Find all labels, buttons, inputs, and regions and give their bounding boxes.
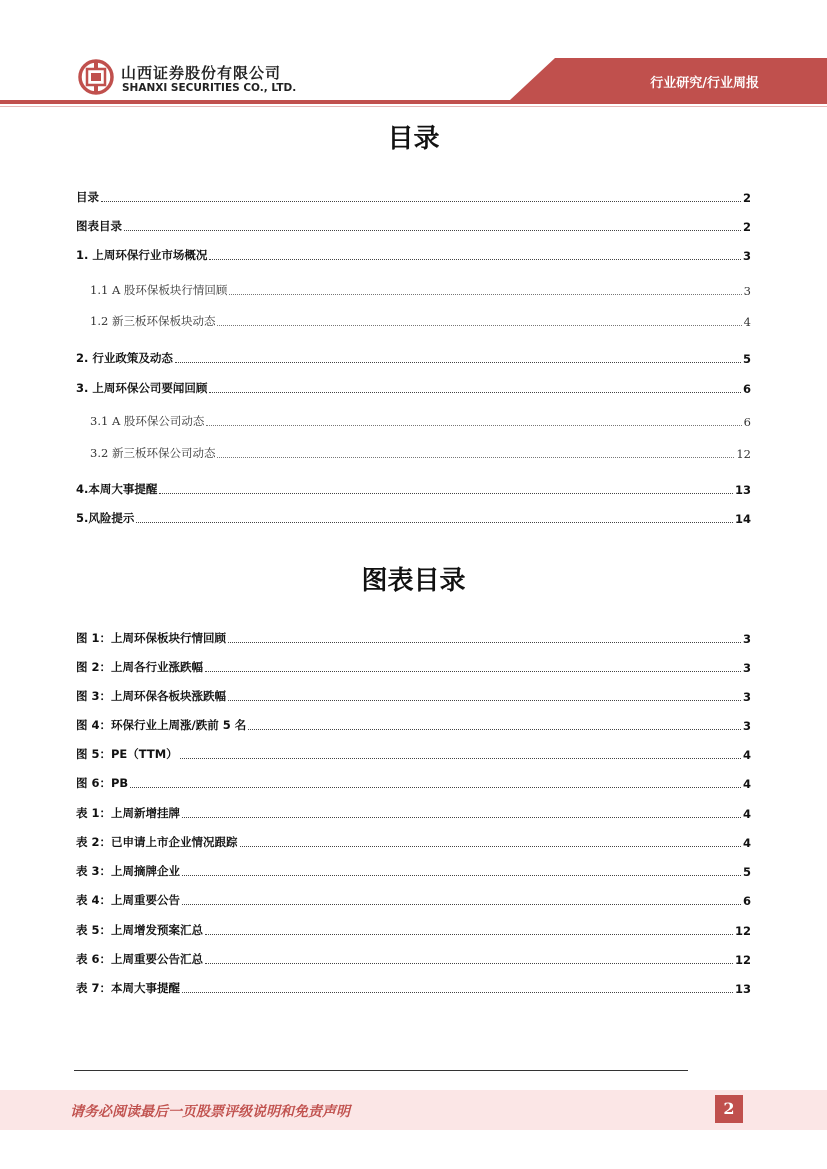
company-logo-icon: [78, 59, 114, 95]
toc-title: 目录: [387, 124, 440, 154]
toc-entry-text: 1.2 新三板环保板块动态: [90, 314, 216, 328]
footer-divider: [74, 1070, 688, 1071]
figure-entry[interactable]: [76, 688, 751, 704]
leader-dots: [159, 493, 733, 494]
toc-entry-text: 5.风险提示: [76, 511, 135, 525]
figure-entry-text: 表 5：上周增发预案汇总: [76, 923, 204, 937]
leader-dots: [205, 934, 733, 935]
figure-entry-page: 4: [742, 777, 751, 791]
toc-entry-page: 13: [734, 483, 751, 497]
figure-entry[interactable]: [76, 775, 751, 791]
leader-dots: [209, 259, 741, 260]
figure-entry-text: 图 2：上周各行业涨跌幅: [76, 660, 204, 674]
toc-entry[interactable]: [76, 380, 751, 396]
leader-dots: [182, 875, 741, 876]
figure-entry-page: 5: [742, 865, 751, 879]
toc-entry[interactable]: [76, 350, 751, 366]
figure-entry[interactable]: [76, 630, 751, 646]
figure-entry[interactable]: [76, 951, 751, 967]
toc-entry-page: 2: [742, 191, 751, 205]
toc-subentry[interactable]: [90, 413, 751, 429]
toc-entry[interactable]: [76, 189, 751, 205]
leader-dots: [180, 758, 741, 759]
toc-subentry[interactable]: [90, 282, 751, 298]
leader-dots: [248, 729, 741, 730]
leader-dots: [101, 201, 741, 202]
toc-entry-text: 3.2 新三板环保公司动态: [90, 446, 216, 460]
report-type: 行业研究/行业周报: [650, 76, 759, 91]
figure-entry[interactable]: [76, 834, 751, 850]
leader-dots: [217, 457, 734, 458]
page-number: 2: [715, 1095, 743, 1123]
figure-entry-page: 6: [742, 894, 751, 908]
toc-entry-page: 2: [742, 220, 751, 234]
figure-entry-text: 图 3：上周环保各板块涨跌幅: [76, 689, 227, 703]
toc-entry-page: 3: [743, 284, 751, 298]
figure-entry-text: 表 3：上周摘牌企业: [76, 864, 181, 878]
toc-entry-page: 12: [736, 447, 751, 461]
leader-dots: [229, 294, 741, 295]
toc-entry-text: 目录: [76, 190, 99, 204]
figure-entry-page: 4: [742, 807, 751, 821]
toc-entry-page: 6: [742, 382, 751, 396]
figure-entry-text: 表 6：上周重要公告汇总: [76, 952, 204, 966]
figure-entry-page: 3: [742, 661, 751, 675]
toc-entry-page: 4: [743, 315, 751, 329]
figure-entry[interactable]: [76, 717, 751, 733]
company-name-cn: 山西证券股份有限公司: [121, 64, 282, 82]
header-divider-thin: [0, 106, 827, 107]
toc-entry[interactable]: [76, 247, 751, 263]
figure-entry-text: 图 5：PE（TTM）: [76, 747, 178, 761]
figure-entry[interactable]: [76, 863, 751, 879]
toc-entry-text: 3.1 A 股环保公司动态: [90, 414, 205, 428]
leader-dots: [240, 846, 741, 847]
leader-dots: [136, 522, 733, 523]
toc-subentry[interactable]: [90, 313, 751, 329]
figure-entry-page: 12: [734, 924, 751, 938]
page-header: [0, 0, 827, 108]
figure-entry[interactable]: [76, 922, 751, 938]
toc-entry-page: 14: [734, 512, 751, 526]
figure-entry-page: 3: [742, 632, 751, 646]
toc-entry[interactable]: [76, 481, 751, 497]
leader-dots: [124, 230, 741, 231]
figure-entry-page: 3: [742, 719, 751, 733]
leader-dots: [228, 700, 741, 701]
leader-dots: [175, 362, 741, 363]
figure-entry-text: 表 4：上周重要公告: [76, 893, 181, 907]
toc-subentry[interactable]: [90, 445, 751, 461]
figure-entry-page: 4: [742, 836, 751, 850]
figure-entry-text: 表 7：本周大事提醒: [76, 981, 181, 995]
figure-entry-page: 12: [734, 953, 751, 967]
leader-dots: [217, 325, 741, 326]
toc-entry-text: 1. 上周环保行业市场概况: [76, 248, 208, 262]
leader-dots: [205, 671, 741, 672]
figure-entry-text: 表 1：上周新增挂牌: [76, 806, 181, 820]
figure-entry[interactable]: [76, 892, 751, 908]
disclaimer-text: 请务必阅读最后一页股票评级说明和免责声明: [70, 1104, 350, 1120]
leader-dots: [130, 787, 741, 788]
leader-dots: [206, 425, 741, 426]
figure-entry[interactable]: [76, 746, 751, 762]
figure-entry[interactable]: [76, 980, 751, 996]
figure-entry-page: 3: [742, 690, 751, 704]
company-name-en: SHANXI SECURITIES CO., LTD.: [122, 82, 297, 94]
toc-entry-text: 图表目录: [76, 219, 122, 233]
figure-entry[interactable]: [76, 659, 751, 675]
figure-entry-page: 13: [734, 982, 751, 996]
toc-entry-page: 6: [743, 415, 751, 429]
leader-dots: [209, 392, 741, 393]
figure-entry-text: 图 4：环保行业上周涨/跌前 5 名: [76, 718, 247, 732]
leader-dots: [228, 642, 741, 643]
figure-entry[interactable]: [76, 805, 751, 821]
leader-dots: [182, 992, 733, 993]
toc-entry-text: 4.本周大事提醒: [76, 482, 158, 496]
toc-entry-text: 3. 上周环保公司要闻回顾: [76, 381, 208, 395]
figure-entry-page: 4: [742, 748, 751, 762]
toc-entry[interactable]: [76, 218, 751, 234]
leader-dots: [182, 817, 741, 818]
figure-entry-text: 图 1：上周环保板块行情回顾: [76, 631, 227, 645]
header-divider: [0, 100, 827, 104]
toc-entry[interactable]: [76, 510, 751, 526]
toc-entry-text: 2. 行业政策及动态: [76, 351, 173, 365]
toc-entry-page: 3: [742, 249, 751, 263]
leader-dots: [182, 904, 741, 905]
figure-entry-text: 表 2：已申请上市企业情况跟踪: [76, 835, 238, 849]
toc-entry-page: 5: [742, 352, 751, 366]
figure-entry-text: 图 6：PB: [76, 776, 129, 790]
figures-title: 图表目录: [361, 566, 466, 596]
toc-entry-text: 1.1 A 股环保板块行情回顾: [90, 283, 228, 297]
leader-dots: [205, 963, 733, 964]
